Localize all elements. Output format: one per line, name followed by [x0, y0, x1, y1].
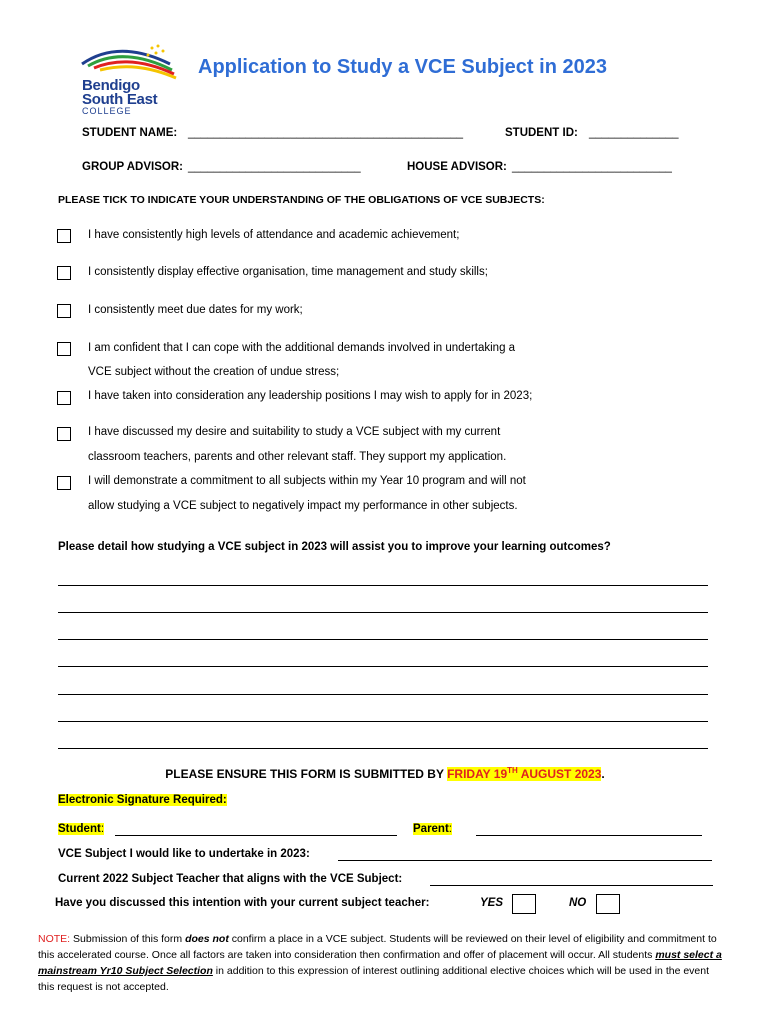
answer-line-5[interactable] — [58, 694, 708, 695]
no-label: NO — [569, 897, 587, 909]
obligation-item-4: I am confident that I can cope with the additional demands involved in undertaking a — [88, 342, 516, 354]
yes-label: YES — [480, 897, 504, 909]
discussed-question: Have you discussed this intention with your current subject teacher: — [55, 897, 430, 909]
note-label: NOTE: — [38, 933, 71, 945]
obligation-checkbox-5[interactable] — [57, 391, 71, 405]
logo-text-bendigo: Bendigo — [82, 77, 140, 94]
student-name-field[interactable]: ___________________________________________ — [188, 127, 464, 139]
vce-subject-field[interactable] — [338, 860, 712, 861]
current-teacher-label: Current 2022 Subject Teacher that aligns with the VCE Subject: — [58, 873, 403, 885]
obligation-item-1: I have consistently high levels of attendance and academic achievement; — [88, 229, 460, 241]
student-signature-field[interactable] — [115, 835, 397, 836]
house-advisor-field[interactable]: _________________________ — [512, 161, 672, 173]
answer-line-2[interactable] — [58, 612, 708, 613]
note-text-3: in addition to this expression of interest outlining additional elective choices which will be used in the event this request is not accepted. — [38, 965, 710, 993]
group-advisor-field[interactable]: ___________________________ — [188, 161, 361, 173]
group-advisor-label: GROUP ADVISOR: — [82, 161, 183, 173]
note-text-2: confirm a place in a VCE subject. Students will be reviewed on their level of eligibility and commitment to this accelerated course. Once all factors are taken into consideration then confirmation and offer of placement will occur. All students — [38, 933, 717, 961]
tick-instruction: PLEASE TICK TO INDICATE YOUR UNDERSTANDING OF THE OBLIGATIONS OF VCE SUBJECTS: — [58, 194, 545, 206]
obligation-item-2: I consistently display effective organisation, time management and study skills; — [88, 266, 488, 278]
obligation-checkbox-3[interactable] — [57, 304, 71, 318]
signature-required-label: Electronic Signature Required: — [58, 794, 227, 806]
submission-note — [38, 931, 728, 995]
obligation-item-7-cont: allow studying a VCE subject to negatively impact my performance in other subjects. — [88, 500, 518, 512]
obligation-item-3: I consistently meet due dates for my work; — [88, 304, 303, 316]
answer-line-1[interactable] — [58, 585, 708, 586]
student-signature-label: Student: — [58, 823, 105, 835]
obligation-checkbox-6[interactable] — [57, 427, 71, 441]
logo-text-college: COLLEGE — [82, 106, 132, 116]
obligation-item-5: I have taken into consideration any leadership positions I may wish to apply for in 2023; — [88, 390, 533, 402]
note-must-select: must select a mainstream Yr10 Subject Selection — [38, 949, 722, 977]
learning-outcomes-question: Please detail how studying a VCE subject in 2023 will assist you to improve your learning outcomes? — [58, 541, 611, 553]
deadline-date — [447, 767, 601, 781]
obligation-checkbox-2[interactable] — [57, 266, 71, 280]
student-id-field[interactable]: ______________ — [589, 127, 679, 139]
submission-suffix: . — [601, 767, 605, 781]
no-checkbox[interactable] — [596, 894, 620, 914]
deadline-month-year: AUGUST 2023 — [520, 767, 602, 781]
note-does-not: does not — [185, 933, 229, 945]
note-text-1: Submission of this form — [70, 933, 186, 945]
submission-deadline — [0, 766, 770, 781]
college-logo — [78, 42, 188, 122]
answer-line-7[interactable] — [58, 748, 708, 749]
parent-signature-label: Parent: — [413, 823, 452, 835]
submission-prefix: PLEASE ENSURE THIS FORM IS SUBMITTED BY — [165, 767, 444, 781]
answer-line-6[interactable] — [58, 721, 708, 722]
obligation-item-6: I have discussed my desire and suitability to study a VCE subject with my current — [88, 426, 501, 438]
obligation-checkbox-4[interactable] — [57, 342, 71, 356]
obligation-checkbox-1[interactable] — [57, 229, 71, 243]
student-id-label: STUDENT ID: — [505, 127, 578, 139]
answer-line-4[interactable] — [58, 666, 708, 667]
obligation-item-4-cont: VCE subject without the creation of undue stress; — [88, 366, 340, 378]
yes-checkbox[interactable] — [512, 894, 536, 914]
parent-signature-field[interactable] — [476, 835, 702, 836]
logo-text-south-east: South East — [82, 91, 158, 108]
current-teacher-field[interactable] — [430, 885, 713, 886]
logo-swoosh-icon — [78, 42, 188, 82]
deadline-day: FRIDAY 19 — [447, 767, 508, 781]
obligation-item-7: I will demonstrate a commitment to all subjects within my Year 10 program and will not — [88, 475, 526, 487]
obligation-item-6-cont: classroom teachers, parents and other relevant staff. They support my application. — [88, 451, 507, 463]
obligation-checkbox-7[interactable] — [57, 476, 71, 490]
vce-subject-label: VCE Subject I would like to undertake in 2023: — [58, 848, 310, 860]
deadline-day-suffix: TH — [507, 766, 518, 775]
page-title: Application to Study a VCE Subject in 2023 — [198, 56, 607, 78]
student-name-label: STUDENT NAME: — [82, 127, 178, 139]
house-advisor-label: HOUSE ADVISOR: — [407, 161, 507, 173]
answer-line-3[interactable] — [58, 639, 708, 640]
